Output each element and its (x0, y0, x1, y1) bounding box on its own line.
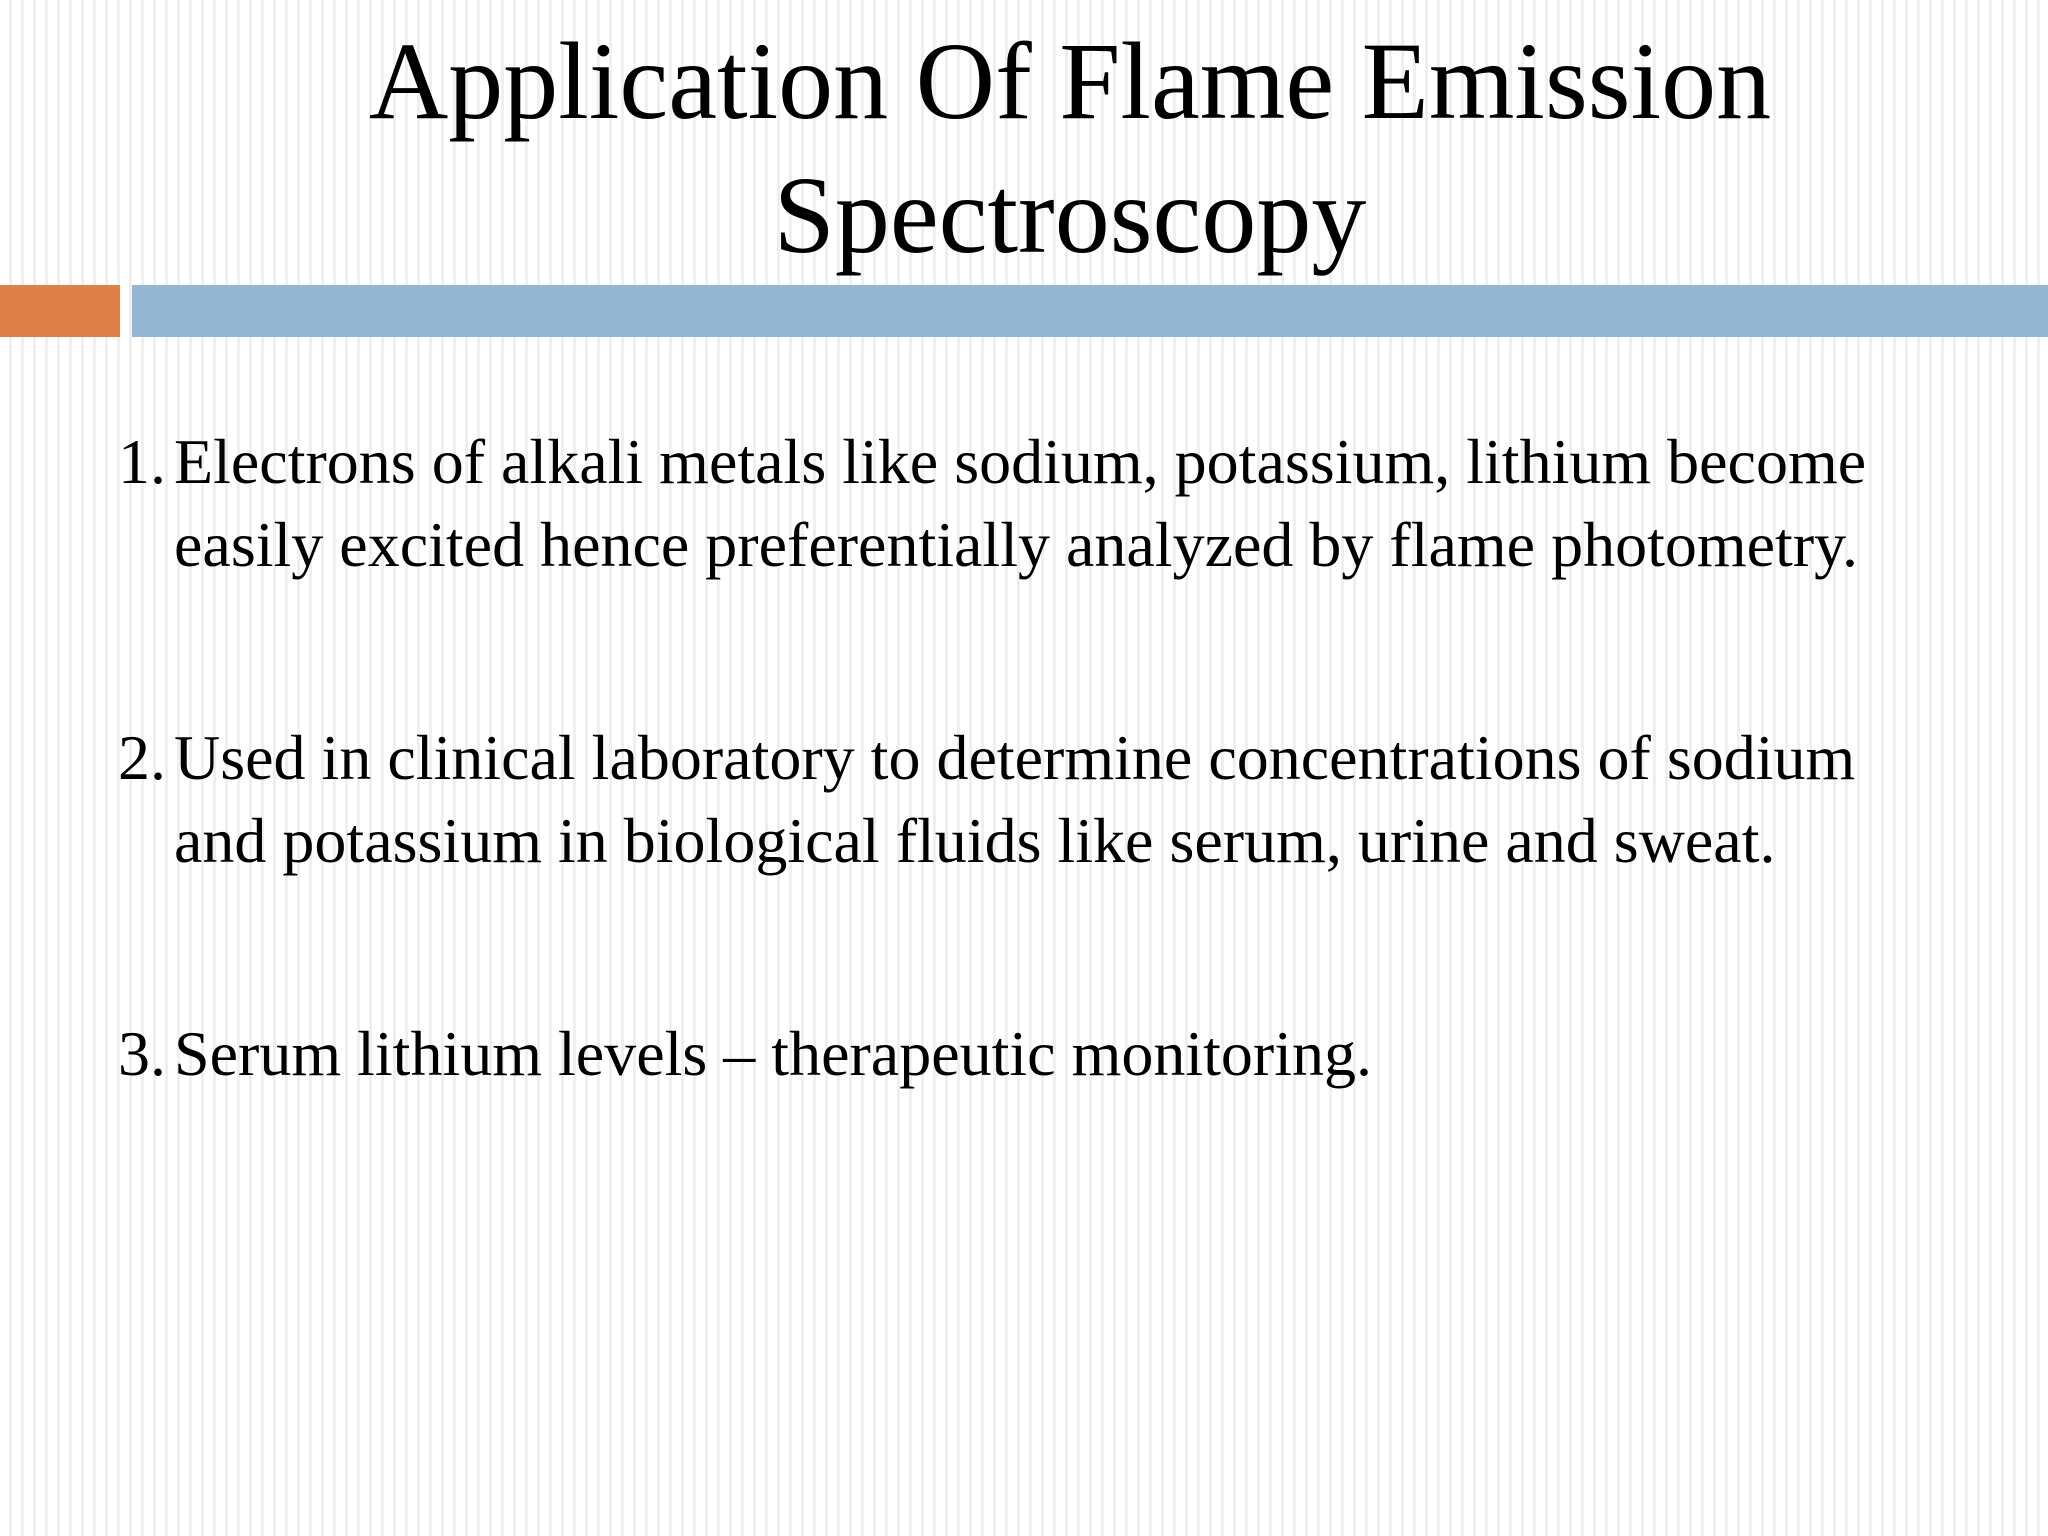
point-2-number: 2. (118, 722, 166, 793)
slide-title: Application Of Flame Emission Spectroscopy (368, 20, 1772, 276)
point-1-text: Electrons of alkali metals like sodium, potassium, lithium become easily excited hence preferentially analyzed by flame photometry. (174, 426, 1867, 580)
point-3-text: Serum lithium levels – therapeutic monitoring. (174, 1018, 1372, 1089)
point-1 (118, 420, 1878, 586)
point-3 (118, 1012, 1878, 1095)
numbered-point-list (118, 420, 1878, 1095)
point-1-number: 1. (118, 426, 166, 497)
point-2-text: Used in clinical laboratory to determine concentrations of sodium and potassium in biological fluids like serum, urine and sweat. (174, 722, 1856, 876)
point-2 (118, 716, 1878, 882)
accent-bar-blue (132, 285, 2048, 337)
point-3-number: 3. (118, 1018, 166, 1089)
accent-bar-orange (0, 285, 120, 337)
